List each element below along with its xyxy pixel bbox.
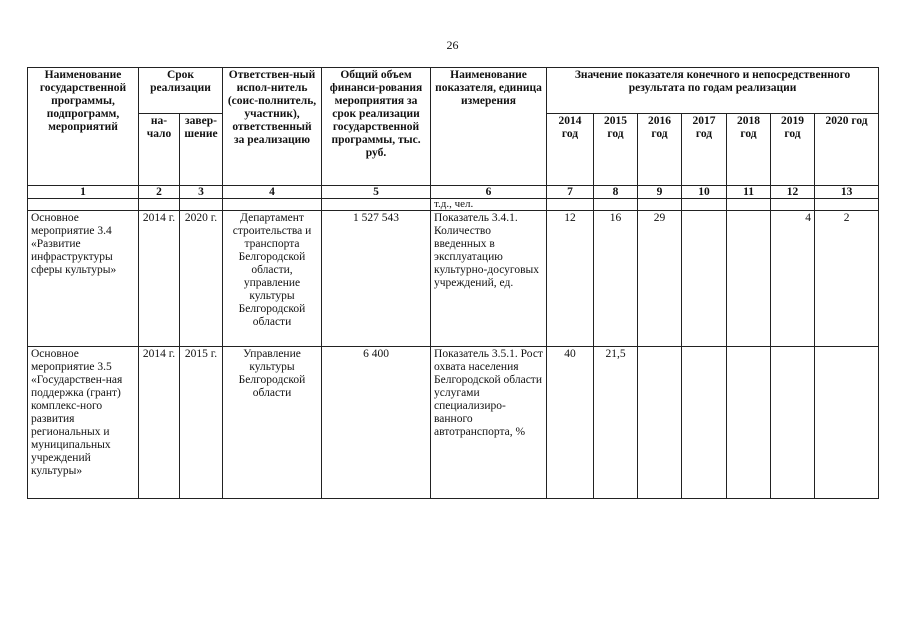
column-number: 7 — [547, 186, 594, 199]
row-executor: Департамент строительства и транспорта Белгородской области, управление культуры Белгородской области — [223, 211, 322, 347]
row-start: 2014 г. — [139, 347, 180, 499]
row-value-2020: 2 — [815, 211, 879, 347]
row-start: 2014 г. — [139, 211, 180, 347]
row-name: Основное мероприятие 3.4 «Развитие инфраструктуры сферы культуры» — [28, 211, 139, 347]
row-name: Основное мероприятие 3.5 «Государствен-ная поддержка (грант) комплекс-ного развития региональных и муниципальных учреждений культуры» — [28, 347, 139, 499]
header-funding: Общий объем финанси-рования мероприятия за срок реализации государственной программы, тыс. руб. — [322, 68, 431, 186]
row-executor: Управление культуры Белгородской области — [223, 347, 322, 499]
row-end: 2015 г. — [180, 347, 223, 499]
row-funding: 6 400 — [322, 347, 431, 499]
table-row — [28, 347, 879, 499]
continuation-indicator: т.д., чел. — [431, 199, 547, 211]
column-number: 12 — [771, 186, 815, 199]
header-year-2014: 2014 год — [547, 114, 594, 186]
header-name: Наименование государственной программы, подпрограмм, мероприятий — [28, 68, 139, 186]
row-value-2015: 21,5 — [594, 347, 638, 499]
program-table — [27, 67, 879, 499]
header-executor: Ответствен-ный испол-нитель (соис-полнитель, участник), ответственный за реализацию — [223, 68, 322, 186]
row-value-2018 — [727, 347, 771, 499]
header-year-2016: 2016 год — [638, 114, 682, 186]
header-year-2019: 2019 год — [771, 114, 815, 186]
column-number: 5 — [322, 186, 431, 199]
header-start: на-чало — [139, 114, 180, 186]
header-year-2018: 2018 год — [727, 114, 771, 186]
row-end: 2020 г. — [180, 211, 223, 347]
header-year-2015: 2015 год — [594, 114, 638, 186]
header-term: Срок реализации — [139, 68, 223, 114]
header-year-2017: 2017 год — [682, 114, 727, 186]
column-number: 1 — [28, 186, 139, 199]
column-number: 4 — [223, 186, 322, 199]
row-value-2017 — [682, 347, 727, 499]
header-indicator: Наименование показателя, единица измерения — [431, 68, 547, 186]
header-end: завер-шение — [180, 114, 223, 186]
row-value-2015: 16 — [594, 211, 638, 347]
row-value-2016: 29 — [638, 211, 682, 347]
row-indicator: Показатель 3.4.1. Количество введенных в эксплуатацию культурно-досуговых учреждений, ед. — [431, 211, 547, 347]
column-number: 9 — [638, 186, 682, 199]
column-number: 13 — [815, 186, 879, 199]
continuation-row — [28, 199, 879, 211]
row-value-2017 — [682, 211, 727, 347]
row-indicator: Показатель 3.5.1. Рост охвата населения Белгородской области услугами специализиро-ванного автотранспорта, % — [431, 347, 547, 499]
column-number: 6 — [431, 186, 547, 199]
row-value-2020 — [815, 347, 879, 499]
table-row — [28, 211, 879, 347]
header-values-group: Значение показателя конечного и непосредственного результата по годам реализации — [547, 68, 879, 114]
row-value-2018 — [727, 211, 771, 347]
column-number: 11 — [727, 186, 771, 199]
page-number: 26 — [446, 38, 459, 52]
row-value-2016 — [638, 347, 682, 499]
row-value-2019 — [771, 347, 815, 499]
column-number: 8 — [594, 186, 638, 199]
row-value-2014: 40 — [547, 347, 594, 499]
column-number: 10 — [682, 186, 727, 199]
column-number: 3 — [180, 186, 223, 199]
row-value-2019: 4 — [771, 211, 815, 347]
row-funding: 1 527 543 — [322, 211, 431, 347]
column-number: 2 — [139, 186, 180, 199]
header-year-2020: 2020 год — [815, 114, 879, 186]
row-value-2014: 12 — [547, 211, 594, 347]
